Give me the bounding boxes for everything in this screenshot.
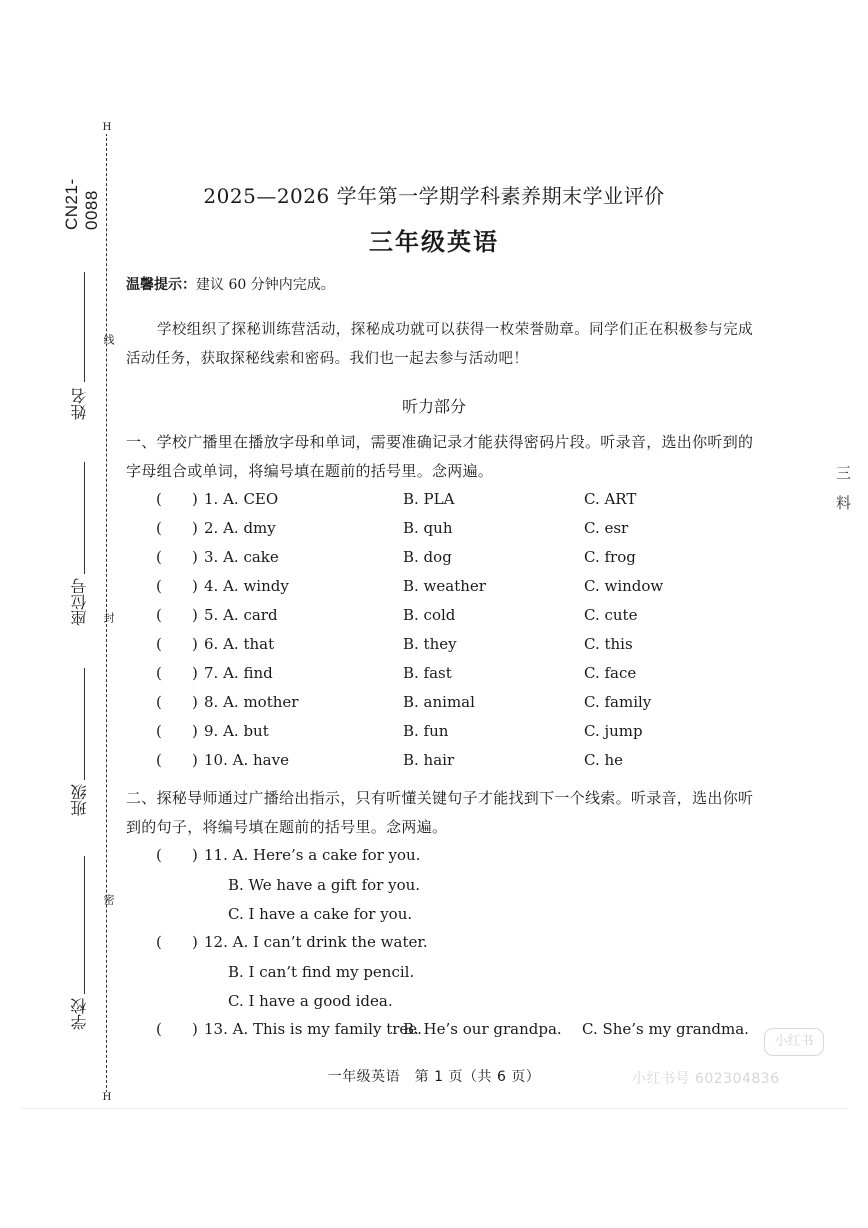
name-field-line[interactable] (84, 272, 85, 382)
q12-option-c: C. I have a good idea. (228, 992, 393, 1010)
option-a: 1. A. CEO (204, 490, 279, 508)
answer-paren-open[interactable]: ( (156, 933, 162, 951)
answer-paren-close: ) (192, 1020, 198, 1038)
option-b: B. cold (403, 606, 456, 624)
option-b: B. hair (403, 751, 455, 769)
question-row (0, 544, 868, 573)
question-row (0, 631, 868, 660)
answer-paren-open[interactable]: ( (156, 664, 162, 682)
school-field-label: 学校 (70, 998, 89, 1030)
exam-title: 2025—2026 学年第一学期学科素养期末学业评价 (203, 184, 665, 208)
option-a: 8. A. mother (204, 693, 299, 711)
answer-paren-close: ) (192, 722, 198, 740)
answer-paren-open[interactable]: ( (156, 846, 162, 864)
answer-paren-open[interactable]: ( (156, 1020, 162, 1038)
answer-paren-open[interactable]: ( (156, 606, 162, 624)
answer-paren-close: ) (192, 519, 198, 537)
option-c: C. window (584, 577, 664, 595)
binding-bottom-mark: H (100, 1092, 114, 1104)
question-row (0, 515, 868, 544)
seat-field-label: 座位号 (70, 578, 89, 626)
question-row-12 (0, 929, 868, 958)
subject-title: 三年级英语 (369, 227, 499, 256)
watermark-text: 小红书号 602304836 (632, 1071, 780, 1087)
answer-paren-close: ) (192, 577, 198, 595)
option-b: B. quh (403, 519, 453, 537)
answer-paren-open[interactable]: ( (156, 577, 162, 595)
option-c: C. cute (584, 606, 638, 624)
paper-code: CN21-0088 (62, 178, 101, 230)
intro-paragraph: 学校组织了探秘训练营活动，探秘成功就可以获得一枚荣誉勋章。同学们正在积极参与完成活动任务，获取探秘线索和密码。我们也一起去参与活动吧！ (126, 322, 753, 367)
answer-paren-close: ) (192, 548, 198, 566)
question-row (0, 718, 868, 747)
answer-paren-open[interactable]: ( (156, 519, 162, 537)
option-c: C. this (584, 635, 633, 653)
watermark-logo: 小红书 (764, 1028, 824, 1056)
option-b: B. dog (403, 548, 452, 566)
answer-paren-open[interactable]: ( (156, 722, 162, 740)
section-title-listening: 听力部分 (401, 397, 466, 416)
binding-label-line: 线 (102, 334, 114, 345)
option-c: C. family (584, 693, 652, 711)
binding-label-seal: 封 (102, 612, 114, 623)
binding-label-secret: 密 (102, 894, 114, 905)
page-bottom-rule (22, 1108, 848, 1109)
option-a: 11. A. Here’s a cake for you. (204, 846, 421, 864)
question-row (0, 660, 868, 689)
option-a: 7. A. find (204, 664, 273, 682)
option-a: 12. A. I can’t drink the water. (204, 933, 428, 951)
tip-text: 建议 60 分钟内完成。 (196, 277, 335, 293)
question-row (0, 573, 868, 602)
part2-instruction: 二、探秘导师通过广播给出指示，只有听懂关键句子才能找到下一个线索。听录音，选出你听到的句子，将编号填在题前的括号里。念两遍。 (126, 789, 754, 836)
question-row (0, 689, 868, 718)
option-a: 2. A. dmy (204, 519, 276, 537)
class-field-label: 班级 (70, 784, 89, 816)
option-a: 3. A. cake (204, 548, 279, 566)
option-a: 5. A. card (204, 606, 278, 624)
question-row (0, 486, 868, 515)
page-footer: 一年级英语 第 1 页（共 6 页） (327, 1069, 541, 1085)
option-b: B. animal (403, 693, 475, 711)
question-row-13 (0, 1016, 868, 1045)
q11-option-c: C. I have a cake for you. (228, 905, 413, 923)
binding-top-mark: H (100, 122, 114, 134)
answer-paren-close: ) (192, 751, 198, 769)
answer-paren-open[interactable]: ( (156, 693, 162, 711)
answer-paren-close: ) (192, 664, 198, 682)
option-b: B. PLA (403, 490, 455, 508)
answer-paren-open[interactable]: ( (156, 548, 162, 566)
q12-option-b: B. I can’t find my pencil. (228, 963, 415, 981)
answer-paren-close: ) (192, 846, 198, 864)
option-b: B. fun (403, 722, 449, 740)
option-b: B. they (403, 635, 457, 653)
q11-option-b: B. We have a gift for you. (228, 876, 421, 894)
school-field-line[interactable] (84, 856, 85, 994)
answer-paren-close: ) (192, 635, 198, 653)
name-field-label: 姓名 (70, 388, 89, 420)
option-c: C. ART (584, 490, 637, 508)
answer-paren-open[interactable]: ( (156, 490, 162, 508)
tip-label: 温馨提示： (126, 277, 196, 293)
answer-paren-close: ) (192, 693, 198, 711)
time-tip (126, 274, 335, 294)
option-b: B. fast (403, 664, 452, 682)
answer-paren-open[interactable]: ( (156, 635, 162, 653)
edge-mark: 三 (836, 464, 852, 482)
option-c: C. jump (584, 722, 643, 740)
question-row (0, 747, 868, 776)
part1-instruction: 一、学校广播里在播放字母和单词，需要准确记录才能获得密码片段。听录音，选出你听到的字母组合或单词，将编号填在题前的括号里。念两遍。 (126, 433, 754, 480)
option-c: C. frog (584, 548, 636, 566)
option-a: 13. A. This is my family tree. (204, 1020, 422, 1038)
option-a: 9. A. but (204, 722, 269, 740)
question-row (0, 602, 868, 631)
right-edge-marks (836, 458, 851, 518)
option-c: C. esr (584, 519, 629, 537)
answer-paren-close: ) (192, 606, 198, 624)
answer-paren-open[interactable]: ( (156, 751, 162, 769)
answer-paren-close: ) (192, 490, 198, 508)
edge-mark: 料 (836, 494, 852, 512)
option-a: 4. A. windy (204, 577, 289, 595)
option-a: 10. A. have (204, 751, 289, 769)
question-row-11 (0, 842, 868, 871)
option-a: 6. A. that (204, 635, 275, 653)
option-c: C. She’s my grandma. (582, 1020, 749, 1038)
option-c: C. face (584, 664, 637, 682)
option-c: C. he (584, 751, 624, 769)
answer-paren-close: ) (192, 933, 198, 951)
option-b: B. He’s our grandpa. (403, 1020, 562, 1038)
option-b: B. weather (403, 577, 486, 595)
